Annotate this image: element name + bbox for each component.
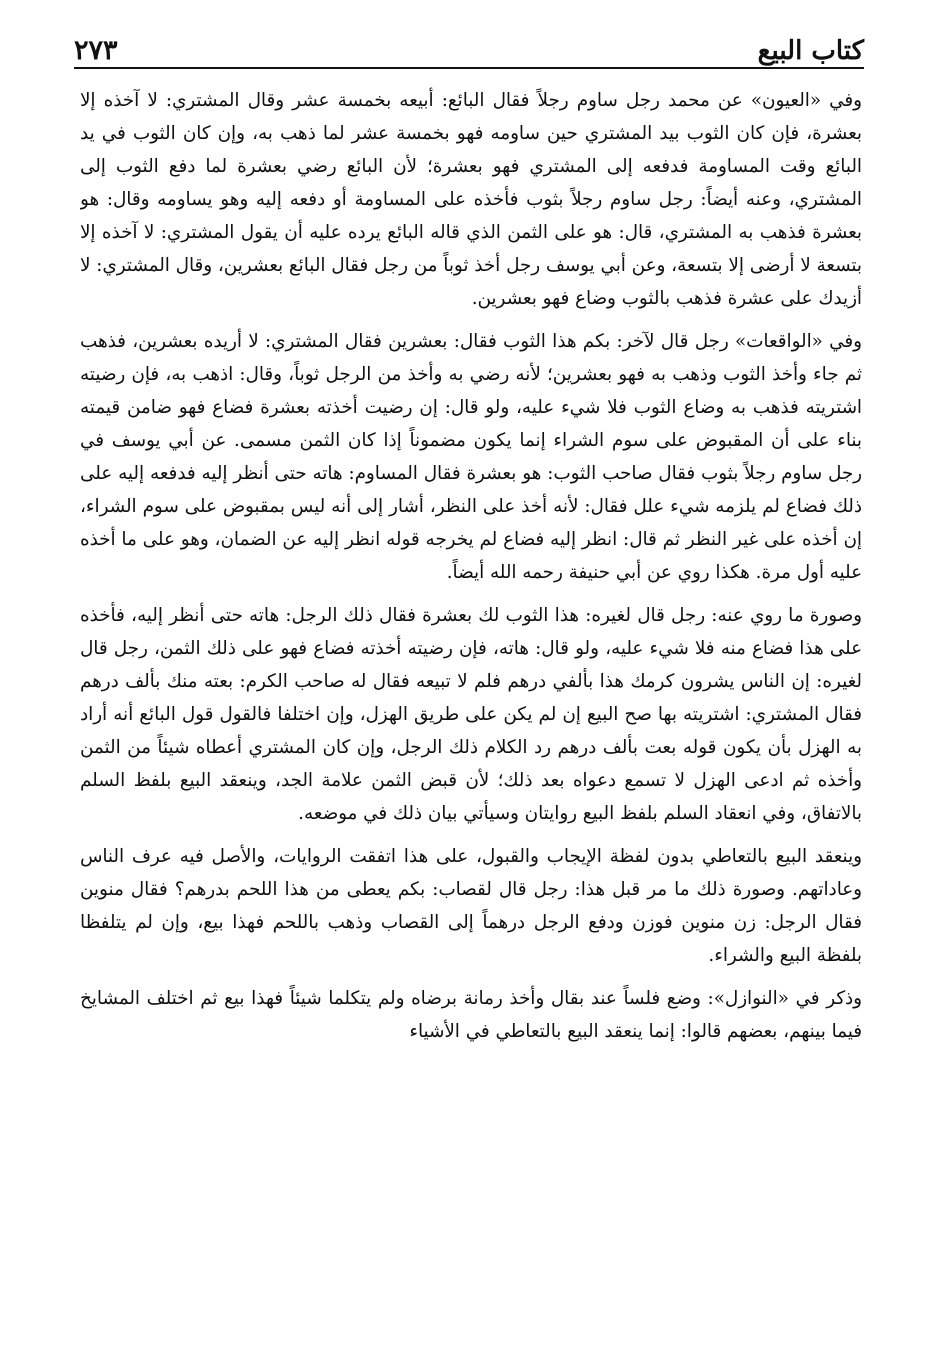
paragraph-al-nawazil: وذكر في «النوازل»: وضع فلساً عند بقال وأخذ رمانة برضاه ولم يتكلما شيئاً فهذا بيع ثم اختلف المشايخ فيما بينهم، بعضهم قالوا: إنما ينعقد البيع بالتعاطي في الأشياء [80, 988, 862, 1042]
book-title: كتاب البيع [757, 36, 864, 66]
paragraph-narrated-form: وصورة ما روي عنه: رجل قال لغيره: هذا الثوب لك بعشرة فقال ذلك الرجل: هاته حتى أنظر إليه، فأخذه على هذا فضاع منه فلا شيء عليه، ولو قال: هاته، فإن رضيته أخذته فضاع فهو على ذلك الثمن، رجل قال لغيره: إن الناس يشرون كرمك هذا بألفي درهم فلم لا تبيعه فقال له صاحب الكرم: بعته منك بألف درهم فقال المشتري: اشتريته بها صح البيع إن لم يكن على طريق الهزل، وإن اختلفا فالقول قول البائع أنه أراد به الهزل بأن يكون قوله بعت بألف درهم رد الكلام ذلك الرجل، وإن كان المشتري أعطاه شيئاً من الثمن وأخذه ثم ادعى الهزل لا تسمع دعواه بعد ذلك؛ لأن قبض الثمن علامة الجد، وينعقد البيع بلفظ السلم بالاتفاق، وفي انعقاد السلم بلفظ البيع روايتان وسيأتي بيان ذلك في موضعه. [80, 605, 862, 824]
paragraph-al-waqiat: وفي «الواقعات» رجل قال لآخر: بكم هذا الثوب فقال: بعشرين فقال المشتري: لا أريده بعشرين، فذهب ثم جاء وأخذ الثوب وذهب به فهو بعشرين؛ لأنه رضي به وأخذ من الرجل ثوباً، وقال: اذهب به، فإن رضيته اشتريته فذهب به وضاع الثوب فلا شيء عليه، ولو قال: إن رضيت أخذته بعشرة فضاع فهو ضامن قيمته بناء على أن المقبوض على سوم الشراء إنما يكون مضموناً إذا كان الثمن مسمى. عن أبي يوسف في رجل ساوم رجلاً بثوب فقال صاحب الثوب: هو بعشرة فقال المساوم: هاته حتى أنظر إليه فدفعه إليه على ذلك فضاع لم يلزمه شيء علل فقال: لأنه أخذ على النظر، أشار إلى أنه ليس بمقبوض على سوم الشراء، إن أخذه على غير النظر ثم قال: انظر إليه فضاع لم يخرجه قوله انظر إليه عن الضمان، وهو على ما أخذه عليه أول مرة. هكذا روي عن أبي حنيفة رحمه الله أيضاً. [80, 331, 862, 583]
page-header [74, 28, 864, 66]
paragraph-al-uyun: وفي «العيون» عن محمد رجل ساوم رجلاً فقال البائع: أبيعه بخمسة عشر وقال المشتري: لا آخذه إلا بعشرة، فإن كان الثوب بيد المشتري حين ساومه فهو بخمسة عشر لما ذهب به، وإن كان الثوب في يد البائع وقت المساومة فدفعه إلى المشتري فهو بعشرة؛ لأن البائع رضي بعشرة لما دفع الثوب إلى المشتري، وعنه أيضاً: رجل ساوم رجلاً بثوب فأخذه على المساومة أو دفعه إليه وهو يساومه وقال: هو بعشرة فذهب به المشتري، قال: هو على الثمن الذي قاله البائع يرده عليه أن يقول المشتري: لا آخذه إلا بتسعة لا أرضى إلا بتسعة، وعن أبي يوسف رجل أخذ ثوباً من رجل فقال البائع بعشرين، وقال المشتري: لا أزيدك على عشرة فذهب بالثوب وضاع فهو بعشرين. [80, 90, 862, 309]
paragraph-taati: وينعقد البيع بالتعاطي بدون لفظة الإيجاب والقبول، على هذا اتفقت الروايات، والأصل فيه عرف الناس وعاداتهم. وصورة ذلك ما مر قبل هذا: رجل قال لقصاب: بكم يعطى من هذا اللحم بدرهم؟ فقال منوين فقال الرجل: زن منوين فوزن ودفع الرجل درهماً إلى القصاب وذهب باللحم فهذا بيع، وإن لم يتلفظا بلفظة البيع والشراء. [80, 846, 862, 966]
page-number: ٢٧٣ [74, 35, 118, 66]
header-divider [74, 67, 864, 69]
page-body [80, 84, 862, 1353]
